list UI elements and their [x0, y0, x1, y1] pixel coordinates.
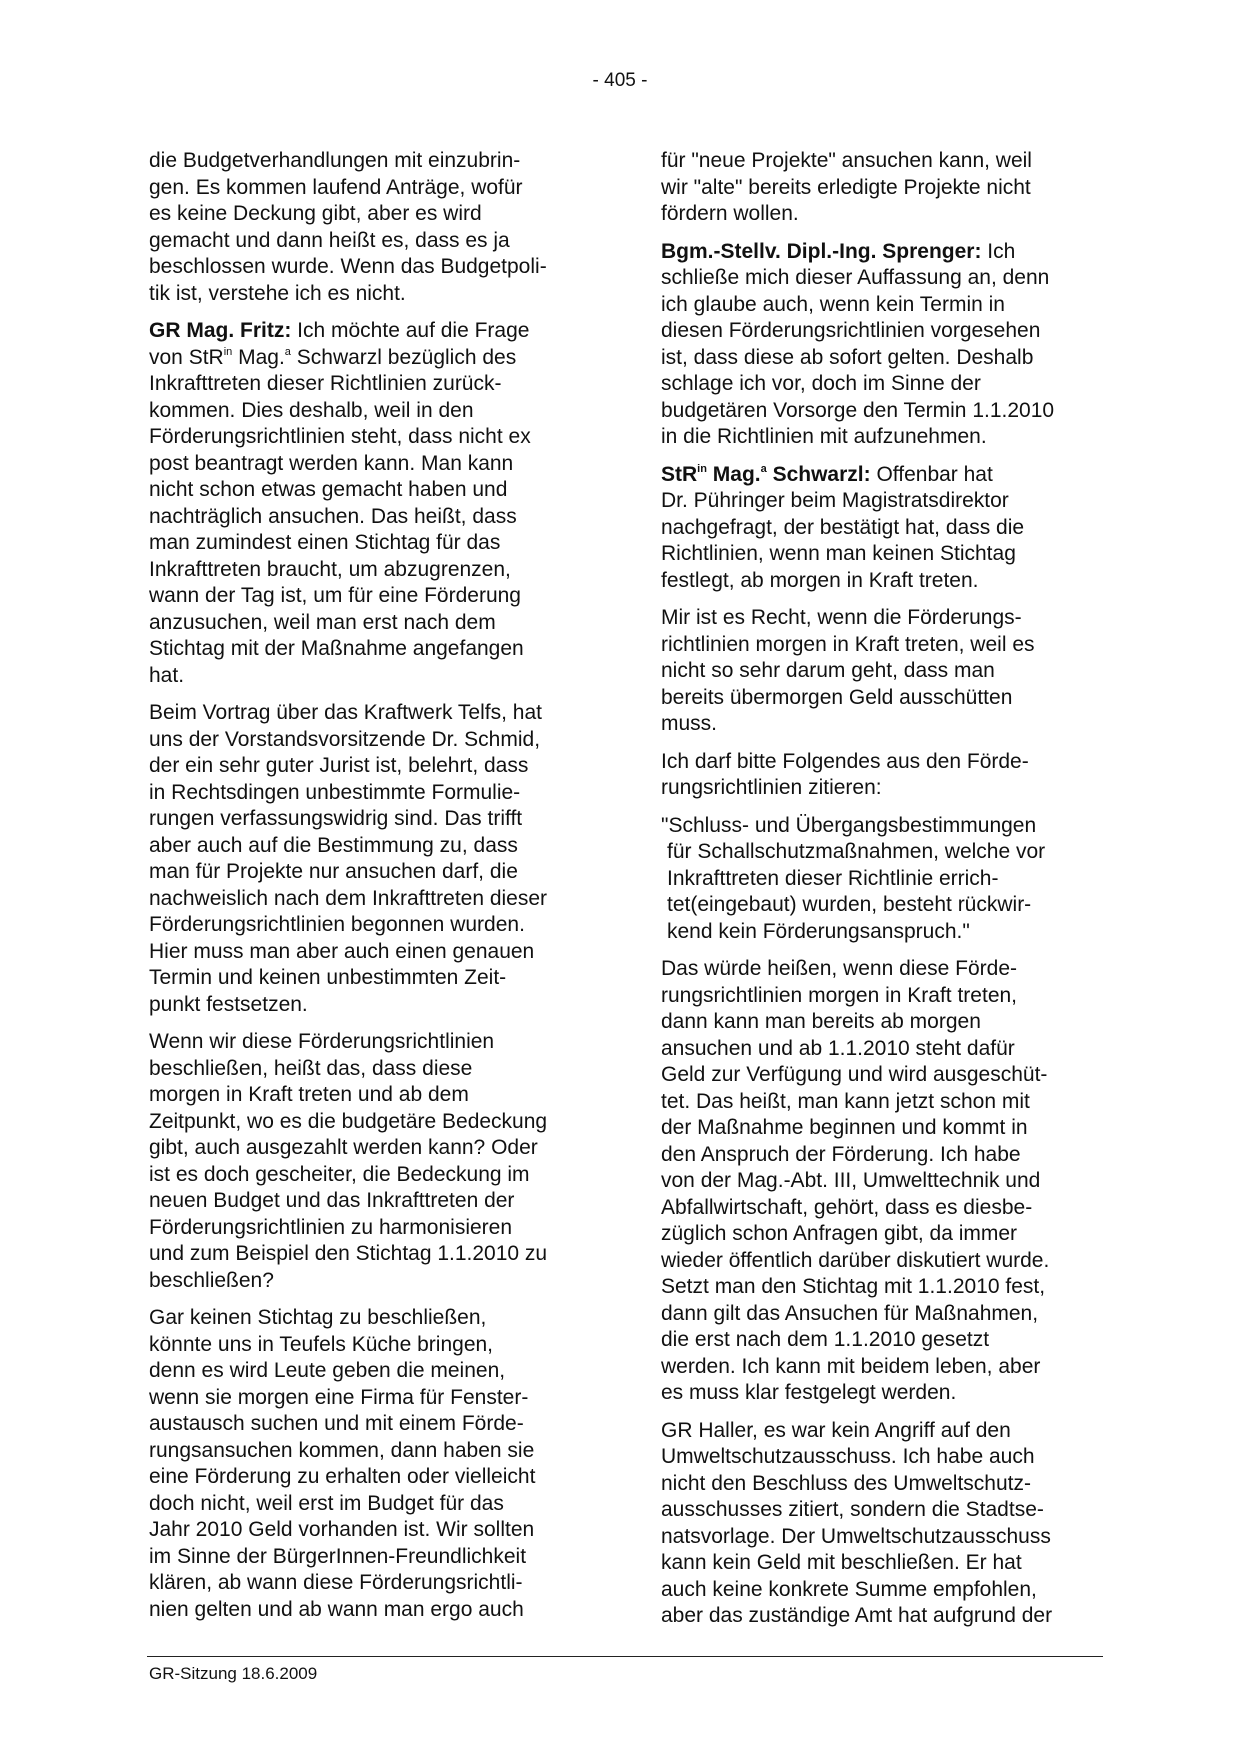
text-line: Umweltschutzausschuss. Ich habe auch: [661, 1445, 1035, 1468]
text-line: Ich darf bitte Folgendes aus den Förde-: [661, 749, 1029, 773]
text-line: nien gelten und ab wann man ergo auch: [149, 1597, 524, 1621]
text-line: budgetären Vorsorge den Termin 1.1.2010: [661, 398, 1055, 422]
text-run: Mag.: [232, 345, 285, 369]
text-line: schlage ich vor, doch im Sinne der: [661, 372, 981, 395]
text-line: Förderungsrichtlinien begonnen wurden.: [149, 913, 525, 936]
text-line: doch nicht, weil erst im Budget für das: [149, 1491, 504, 1515]
text-run: Ich möchte auf die Frage: [291, 319, 530, 342]
text-line: gemacht und dann heißt es, dass es ja: [149, 228, 510, 252]
text-line: für Schallschutzmaßnahmen, welche vor: [667, 840, 1046, 863]
paragraph-right-7: [661, 1418, 1106, 1630]
text-line: "Schluss- und Übergangsbestimmungen: [661, 813, 1037, 837]
superscript: a: [760, 462, 767, 475]
text-line: dann kann man bereits ab morgen: [661, 1010, 981, 1033]
superscript: in: [223, 345, 233, 358]
text-line: punkt festsetzen.: [149, 992, 308, 1016]
text-run: Offenbar hat: [870, 462, 993, 486]
text-run: StR: [661, 462, 698, 486]
paragraph-rest: [149, 371, 599, 689]
text-line: züglich schon Anfragen gibt, da immer: [661, 1222, 1018, 1245]
text-line: Förderungsrichtlinien steht, dass nicht ex: [149, 425, 531, 448]
text-line: und zum Beispiel den Stichtag 1.1.2010 zu: [149, 1242, 548, 1265]
text-line: ist, dass diese ab sofort gelten. Deshalb: [661, 345, 1034, 369]
text-line: nachträglich ansuchen. Das heißt, dass: [149, 504, 517, 528]
paragraph-right-5: [661, 749, 1106, 802]
text-line: kann kein Geld mit beschließen. Er hat: [661, 1551, 1022, 1574]
text-line: wieder öffentlich darüber diskutiert wurde.: [661, 1248, 1050, 1272]
page-number: - 405 -: [592, 70, 648, 91]
paragraph-right-1: [661, 148, 1106, 228]
text-line: nicht den Beschluss des Umweltschutz-: [661, 1471, 1031, 1495]
text-line: nicht so sehr darum geht, dass man: [661, 659, 995, 682]
superscript: in: [697, 462, 707, 475]
text-line: der ein sehr guter Jurist ist, belehrt, dass: [149, 754, 529, 777]
text-line: Jahr 2010 Geld vorhanden ist. Wir sollten: [149, 1518, 535, 1541]
paragraph-right-6: [661, 956, 1106, 1407]
text-run: Schwarzl:: [766, 462, 871, 486]
text-line: Mir ist es Recht, wenn die Förderungs-: [661, 606, 1022, 629]
text-line: natsvorlage. Der Umweltschutzausschuss: [661, 1524, 1051, 1548]
text-line: kend kein Förderungsanspruch.": [667, 919, 970, 943]
text-line: gibt, auch ausgezahlt werden kann? Oder: [149, 1136, 538, 1159]
paragraph-right-2: [661, 239, 1106, 451]
left-column: [149, 148, 599, 1634]
text-line: beschlossen wurde. Wenn das Budgetpoli-: [149, 255, 547, 278]
text-line: Inkrafttreten dieser Richtlinie errich-: [667, 866, 999, 890]
text-line: ausschusses zitiert, sondern die Stadtse-: [661, 1498, 1044, 1521]
text-run: Mag.: [706, 462, 761, 486]
text-line: schließe mich dieser Auffassung an, denn: [661, 266, 1050, 289]
text-line: rungen verfassungswidrig sind. Das trifft: [149, 807, 523, 830]
text-line: von der Mag.-Abt. III, Umwelttechnik und: [661, 1169, 1041, 1192]
text-line: tet(eingebaut) wurden, besteht rückwir-: [667, 893, 1032, 916]
text-line: rungsrichtlinien morgen in Kraft treten,: [661, 983, 1018, 1007]
text-line: in Rechtsdingen unbestimmte Formulie-: [149, 780, 521, 804]
text-line: Das würde heißen, wenn diese Förde-: [661, 957, 1018, 980]
block-quote: [661, 813, 1106, 946]
footer-session: GR-Sitzung 18.6.2009: [149, 1664, 318, 1683]
text-line: man zumindest einen Stichtag für das: [149, 531, 501, 554]
text-line: Stichtag mit der Maßnahme angefangen: [149, 637, 524, 660]
text-line: post beantragt werden kann. Man kann: [149, 451, 514, 475]
text-line: dann gilt das Ansuchen für Maßnahmen,: [661, 1301, 1039, 1325]
speaker-name: GR Mag. Fritz:: [149, 319, 292, 342]
text-line: klären, ab wann diese Förderungsrichtli-: [149, 1571, 523, 1594]
paragraph-right-3: [661, 462, 1106, 595]
text-line: hat.: [149, 663, 185, 687]
text-line: Geld zur Verfügung und wird ausgeschüt-: [661, 1063, 1048, 1086]
text-line: wir "alte" bereits erledigte Projekte nicht: [661, 175, 1031, 199]
text-line: beschließen?: [149, 1268, 274, 1292]
text-line: festlegt, ab morgen in Kraft treten.: [661, 568, 979, 592]
text-line: die erst nach dem 1.1.2010 gesetzt: [661, 1328, 990, 1351]
text-line: Inkrafttreten dieser Richtlinien zurück-: [149, 372, 502, 395]
text-line: rungsansuchen kommen, dann haben sie: [149, 1438, 535, 1462]
text-line: uns der Vorstandsvorsitzende Dr. Schmid,: [149, 727, 541, 751]
line-first: [661, 462, 1106, 489]
text-line: nachweislich nach dem Inkrafttreten dieser: [149, 886, 548, 910]
text-line: nachgefragt, der bestätigt hat, dass die: [661, 515, 1025, 539]
text-line: eine Förderung zu erhalten oder vielleicht: [149, 1465, 536, 1488]
text-line: ich glaube auch, wenn kein Termin in: [661, 292, 1005, 316]
text-line: gen. Es kommen laufend Anträge, wofür: [149, 175, 523, 199]
text-line: man für Projekte nur ansuchen darf, die: [149, 860, 518, 883]
text-line: muss.: [661, 712, 718, 735]
text-line: Gar keinen Stichtag zu beschließen,: [149, 1306, 487, 1329]
text-line: aber das zuständige Amt hat aufgrund der: [661, 1604, 1053, 1627]
line-first: [661, 239, 1106, 266]
text-line: diesen Förderungsrichtlinien vorgesehen: [661, 319, 1041, 342]
superscript: a: [284, 345, 291, 358]
text-line: denn es wird Leute geben die meinen,: [149, 1359, 506, 1382]
text-line: Setzt man den Stichtag mit 1.1.2010 fest,: [661, 1275, 1046, 1298]
text-line: fördern wollen.: [661, 202, 799, 225]
paragraph-left-5: [149, 1305, 599, 1623]
text-line: wann der Tag ist, um für eine Förderung: [149, 584, 521, 607]
text-run: Schwarzl bezüglich des: [290, 345, 517, 369]
text-line: Dr. Pühringer beim Magistratsdirektor: [661, 489, 1009, 512]
line-first: [149, 318, 599, 345]
text-line: morgen in Kraft treten und ab dem: [149, 1083, 469, 1106]
text-line: Beim Vortrag über das Kraftwerk Telfs, hat: [149, 701, 542, 724]
text-line: könnte uns in Teufels Küche bringen,: [149, 1332, 494, 1356]
text-line: Abfallwirtschaft, gehört, dass es diesbe-: [661, 1195, 1033, 1219]
text-line: richtlinien morgen in Kraft treten, weil es: [661, 632, 1035, 656]
text-line: der Maßnahme beginnen und kommt in: [661, 1116, 1028, 1139]
text-line: Wenn wir diese Förderungsrichtlinien: [149, 1030, 495, 1053]
text-line: Förderungsrichtlinien zu harmonisieren: [149, 1215, 513, 1239]
text-line: tik ist, verstehe ich es nicht.: [149, 281, 406, 305]
paragraph-rest: [661, 488, 1106, 594]
text-line: Zeitpunkt, wo es die budgetäre Bedeckung: [149, 1109, 548, 1133]
text-line: Richtlinien, wenn man keinen Stichtag: [661, 542, 1016, 565]
text-line: es muss klar festgelegt werden.: [661, 1381, 957, 1404]
text-line: auch keine konkrete Summe empfohlen,: [661, 1577, 1037, 1601]
text-line: Termin und keinen unbestimmten Zeit-: [149, 966, 507, 989]
text-line: werden. Ich kann mit beidem leben, aber: [661, 1354, 1041, 1378]
text-line: im Sinne der BürgerInnen-Freundlichkeit: [149, 1544, 527, 1568]
paragraph-left-1: [149, 148, 599, 307]
speaker-name: [661, 463, 871, 486]
paragraph-left-2: [149, 318, 599, 689]
right-column: [661, 148, 1106, 1641]
paragraph-right-4: [661, 605, 1106, 738]
text-line: ansuchen und ab 1.1.2010 steht dafür: [661, 1036, 1015, 1060]
text-line: beschließen, heißt das, dass diese: [149, 1056, 473, 1080]
text-run: Ich: [981, 239, 1016, 263]
text-line: wenn sie morgen eine Firma für Fenster-: [149, 1385, 529, 1409]
text-line: den Anspruch der Förderung. Ich habe: [661, 1142, 1021, 1166]
text-line: die Budgetverhandlungen mit einzubrin-: [149, 149, 521, 172]
text-line: für "neue Projekte" ansuchen kann, weil: [661, 149, 1032, 172]
paragraph-rest: [661, 265, 1106, 451]
text-line: es keine Deckung gibt, aber es wird: [149, 202, 482, 225]
text-line: neuen Budget und das Inkrafttreten der: [149, 1189, 515, 1212]
text-line: nicht schon etwas gemacht haben und: [149, 478, 508, 501]
text-line: tet. Das heißt, man kann jetzt schon mit: [661, 1089, 1030, 1113]
paragraph-left-4: [149, 1029, 599, 1294]
footer-rule: [147, 1656, 1103, 1657]
paragraph-left-3: [149, 700, 599, 1018]
text-line: Hier muss man aber auch einen genauen: [149, 939, 535, 963]
line-second: [149, 345, 599, 372]
text-line: Inkrafttreten braucht, um abzugrenzen,: [149, 557, 511, 581]
text-line: ist es doch gescheiter, die Bedeckung im: [149, 1162, 530, 1186]
text-line: anzusuchen, weil man erst nach dem: [149, 610, 496, 634]
text-line: bereits übermorgen Geld ausschütten: [661, 685, 1013, 709]
speaker-name: Bgm.-Stellv. Dipl.-Ing. Sprenger:: [661, 239, 982, 263]
text-run: von StR: [149, 345, 224, 369]
text-line: kommen. Dies deshalb, weil in den: [149, 398, 474, 422]
text-line: rungsrichtlinien zitieren:: [661, 776, 882, 799]
text-line: GR Haller, es war kein Angriff auf den: [661, 1418, 1011, 1442]
text-line: austausch suchen und mit einem Förde-: [149, 1412, 524, 1435]
text-line: aber auch auf die Bestimmung zu, dass: [149, 833, 518, 857]
text-line: in die Richtlinien mit aufzunehmen.: [661, 425, 987, 448]
